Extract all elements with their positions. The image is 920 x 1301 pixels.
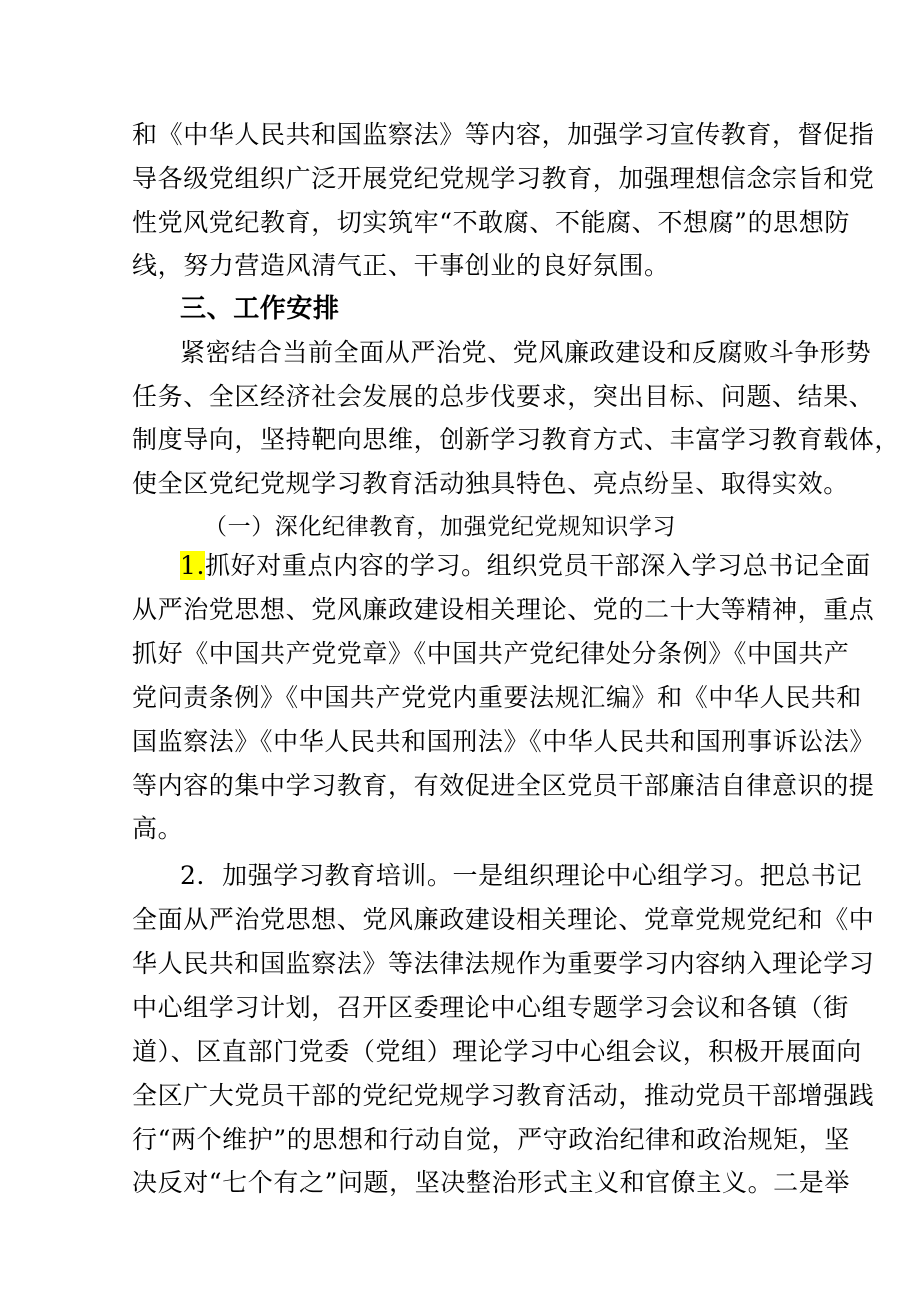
subsection-heading-one: （一）深化纪律教育，加强党纪党规知识学习 — [204, 514, 676, 540]
intro-line-2: 导各级党组织广泛开展党纪党规学习教育，加强理想信念宗旨和党 — [132, 164, 875, 193]
item-1-line-4: 党问责条例》《中国共产党党内重要法规汇编》和《中华人民共和 — [132, 683, 862, 712]
item-2-line-1: 2．加强学习教育培训。一是组织理论中心组学习。把总书记 — [180, 861, 863, 890]
item-2-line-5: 道）、区直部门党委（党组）理论学习中心组会议，积极开展面向 — [132, 1037, 862, 1066]
item-2-line-6: 全区广大党员干部的党纪党规学习教育活动，推动党员干部增强践 — [132, 1081, 875, 1110]
item-2-line-4: 中心组学习计划，召开区委理论中心组专题学习会议和各镇（街 — [132, 993, 849, 1022]
intro-line-1: 和《中华人民共和国监察法》等内容，加强学习宣传教育，督促指 — [132, 120, 875, 149]
item-1-line-5: 国监察法》《中华人民共和国刑法》《中华人民共和国刑事诉讼法》 — [132, 727, 876, 756]
item-2-line-3: 华人民共和国监察法》等法律法规作为重要学习内容纳入理论学习 — [132, 949, 875, 978]
item-1-first-line-text: 抓好对重点内容的学习。组织党员干部深入学习总书记全面 — [205, 551, 871, 580]
item-2-line-7: 行“两个维护”的思想和行动自觉，严守政治纪律和政治规矩，坚 — [132, 1125, 850, 1154]
section-three-line-3: 制度导向，坚持靶向思维，创新学习教育方式、丰富学习教育载体， — [132, 425, 901, 454]
section-heading-three: 三、工作安排 — [180, 294, 340, 324]
item-1-line-1 — [180, 550, 871, 582]
item-2-line-2: 全面从严治党思想、党风廉政建设相关理论、党章党规党纪和《中 — [132, 905, 875, 934]
item-1-number-highlight: 1. — [180, 551, 206, 580]
item-1-line-6: 等内容的集中学习教育，有效促进全区党员干部廉洁自律意识的提 — [132, 771, 875, 800]
item-1-line-3: 抓好《中国共产党党章》《中国共产党纪律处分条例》《中国共产 — [132, 639, 850, 668]
section-three-line-1: 紧密结合当前全面从严治党、党风廉政建设和反腐败斗争形势 — [180, 338, 872, 367]
item-1-line-2: 从严治党思想、党风廉政建设相关理论、党的二十大等精神，重点 — [132, 595, 875, 624]
item-2-line-8: 决反对“七个有之”问题，坚决整治形式主义和官僚主义。二是举 — [132, 1168, 850, 1197]
section-three-line-4: 使全区党纪党规学习教育活动独具特色、亮点纷呈、取得实效。 — [132, 469, 849, 498]
intro-line-4: 线，努力营造风清气正、干事创业的良好氛围。 — [132, 251, 670, 280]
item-1-line-7: 高。 — [132, 814, 184, 843]
intro-line-3: 性党风党纪教育，切实筑牢“不敢腐、不能腐、不想腐”的思想防 — [132, 208, 850, 237]
section-three-line-2: 任务、全区经济社会发展的总步伐要求，突出目标、问题、结果、 — [132, 382, 875, 411]
